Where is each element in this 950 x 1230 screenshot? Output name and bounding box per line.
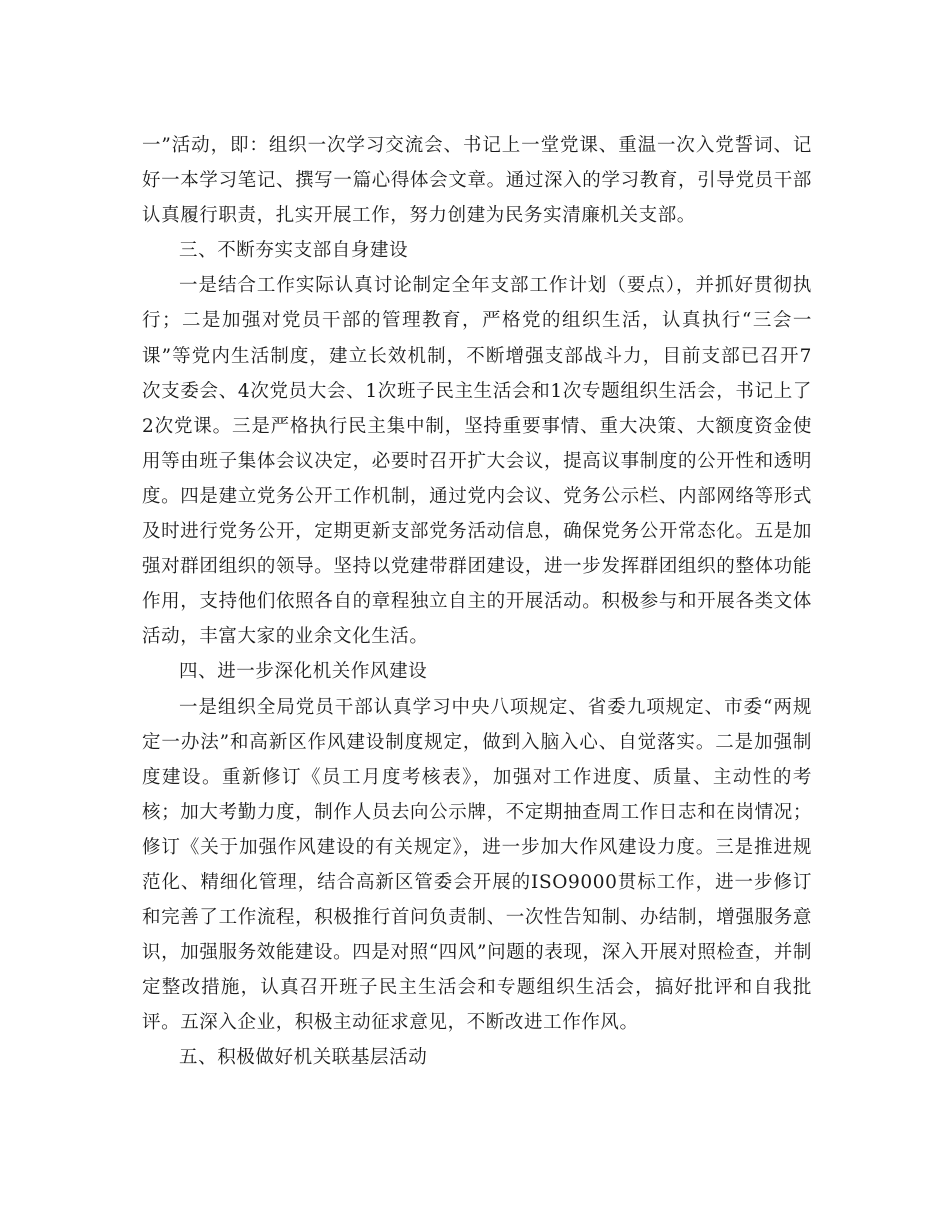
paragraph-activity-continuation: 一”活动，即：组织一次学习交流会、书记上一堂党课、重温一次入党誓词、记好一本学习笔记、撰写一篇心得体会文章。通过深入的学习教育，引导党员干部认真履行职责，扎实开展工作，努力创建为民务实清廉机关支部。 — [142, 135, 812, 227]
section-heading-5: 五、积极做好机关联基层活动 — [179, 1047, 428, 1069]
paragraph-branch-construction: 一是结合工作实际认真讨论制定全年支部工作计划（要点），并抓好贯彻执行；二是加强对党员干部的管理教育，严格党的组织生活，认真执行“三会一课”等党内生活制度，建立长效机制，不断增强支部战斗力，目前支部已召开7次支委会、4次党员大会、1次班子民主生活会和1次专题组织生活会，书记上了2次党课。三是严格执行民主集中制，坚持重要事情、重大决策、大额度资金使用等由班子集体会议决定，必要时召开扩大会议，提高议事制度的公开性和透明度。四是建立党务公开工作机制，通过党内会议、党务公示栏、内部网络等形式及时进行党务公开，定期更新支部党务活动信息，确保党务公开常态化。五是加强对群团组织的领导。坚持以党建带群团建设，进一步发挥群团组织的整体功能作用，支持他们依照各自的章程独立自主的开展活动。积极参与和开展各类文体活动，丰富大家的业余文化生活。 — [142, 275, 812, 648]
section-heading-4: 四、进一步深化机关作风建设 — [179, 661, 428, 683]
document-body — [142, 128, 812, 1076]
section-heading-3: 三、不断夯实支部自身建设 — [179, 240, 409, 262]
paragraph-work-style: 一是组织全局党员干部认真学习中央八项规定、省委九项规定、市委“两规定一办法”和高新区作风建设制度规定，做到入脑入心、自觉落实。二是加强制度建设。重新修订《员工月度考核表》，加强对工作进度、质量、主动性的考核；加大考勤力度，制作人员去向公示牌，不定期抽查周工作日志和在岗情况；修订《关于加强作风建设的有关规定》，进一步加大作风建设力度。三是推进规范化、精细化管理，结合高新区管委会开展的ISO9000贯标工作，进一步修订和完善了工作流程，积极推行首问负责制、一次性告知制、办结制，增强服务意识，加强服务效能建设。四是对照“四风”问题的表现，深入开展对照检查，并制定整改措施，认真召开班子民主生活会和专题组织生活会，搞好批评和自我批评。五深入企业，积极主动征求意见，不断改进工作作风。 — [142, 696, 812, 1034]
